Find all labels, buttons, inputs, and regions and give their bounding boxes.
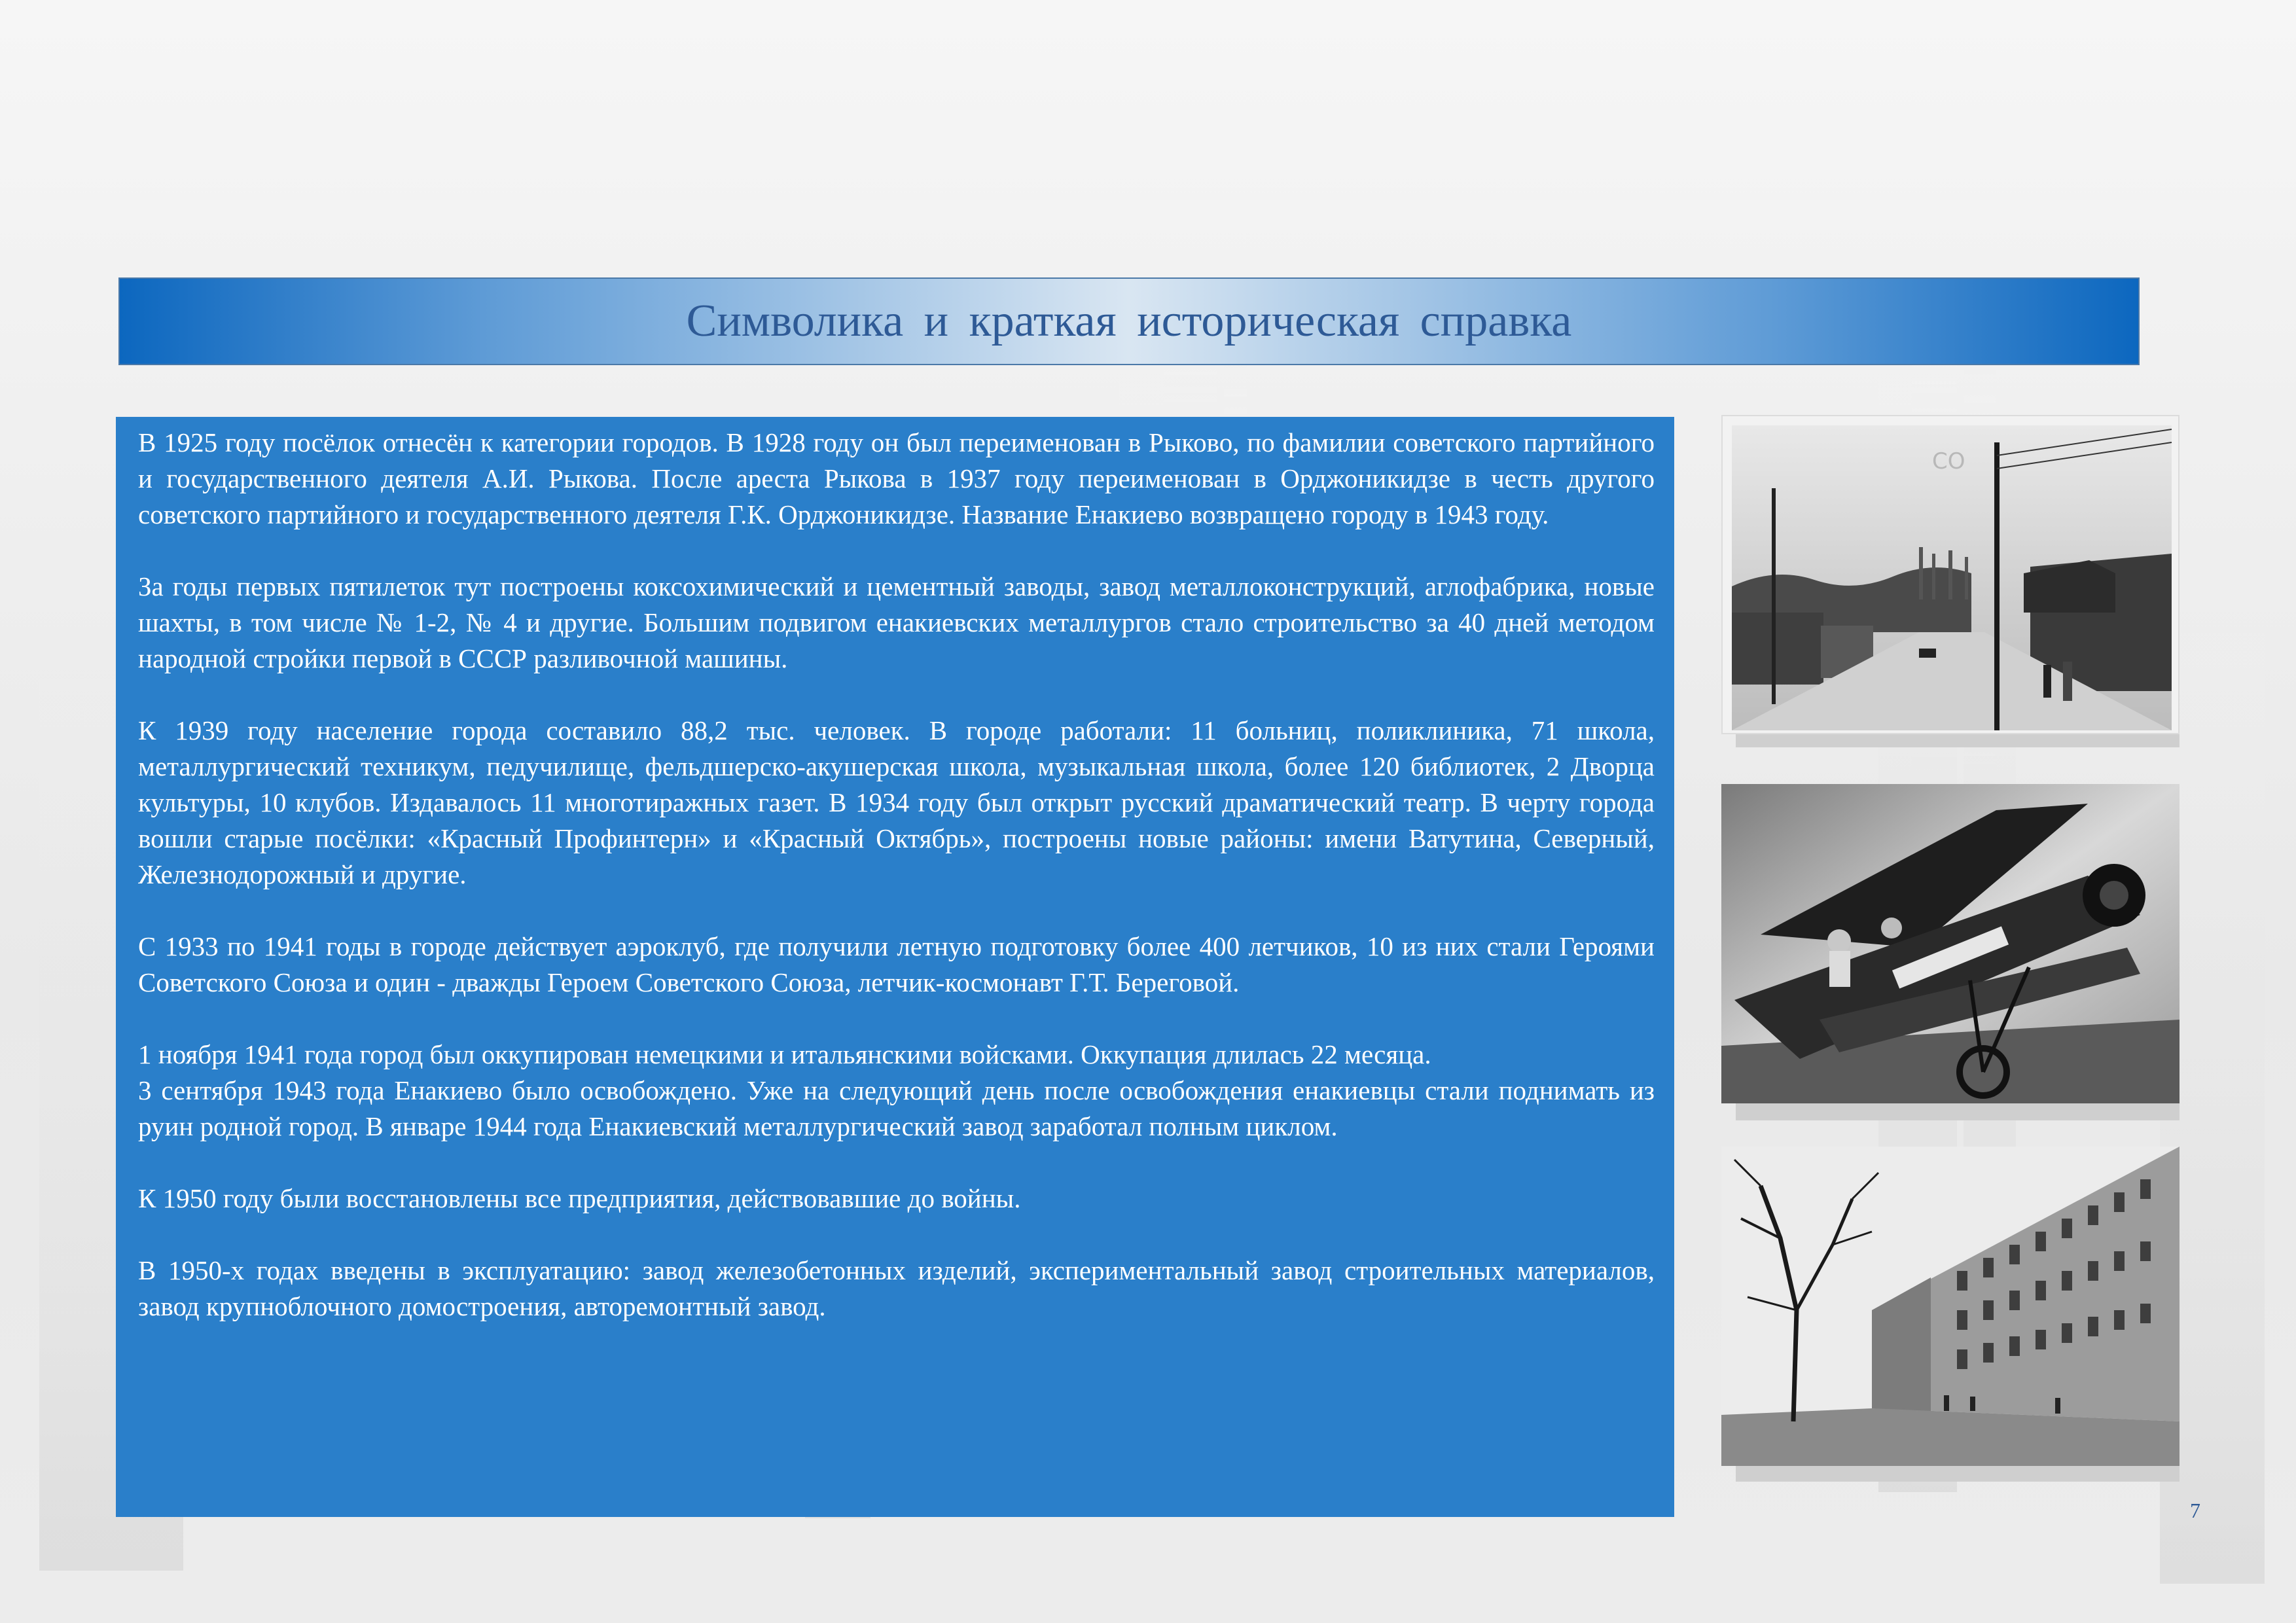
paragraph-3: К 1939 году население города составило 88,2 тыс. человек. В городе работали: 11 больниц, поликлиника, 71 школа, металлургический техникум, педучилище, фельдшерско-акушерская школа, музыкальная школа, более 120 библиотек, 2 Дворца культуры, 10 клубов. Издавалось 11 многотиражных газет. В 1934 году был открыт русский драматический театр. В черту города вошли старые посёлки: «Красный Профинтерн» и «Красный Октябрь», построены новые районы: имени Ватутина, Северный, Железнодорожный и другие.	[138, 715, 1655, 889]
apartment-building-street-photo	[1721, 1147, 2179, 1466]
paragraph-8: В 1950-х годах введены в эксплуатацию: завод железобетонных изделий, экспериментальный завод строительных материалов, завод крупноблочного домостроения, авторемонтный завод.	[138, 1255, 1655, 1321]
biplane-photo	[1721, 784, 2179, 1103]
title-banner	[118, 277, 2140, 365]
paragraph-1: В 1925 году посёлок отнесён к категории городов. В 1928 году он был переименован в Рыково, по фамилии советского партийного и государственного деятеля А.И. Рыкова. После ареста Рыкова в 1937 году переименован в Орджоникидзе в честь другого советского партийного и государственного деятеля Г.К. Орджоникидзе. Название Енакиево возвращено городу в 1943 году.	[138, 427, 1655, 529]
paragraph-2: За годы первых пятилеток тут построены коксохимический и цементный заводы, завод металлоконструкций, аглофабрика, новые шахты, в том числе № 1-2, № 4 и другие. Большим подвигом енакиевских металлургов стало строительство за 40 дней методом народной стройки первой в СССР разливочной машины.	[138, 571, 1655, 673]
street-with-utility-poles-photo	[1721, 415, 2179, 734]
page-title: Символика и краткая историческая справка	[686, 296, 1572, 346]
biplane-photo-frame	[1721, 784, 2179, 1120]
paragraph-5: 1 ноября 1941 года город был оккупирован немецкими и итальянскими войсками. Оккупация длилась 22 месяца.	[138, 1039, 1431, 1069]
paragraph-6: 3 сентября 1943 года Енакиево было освобождено. Уже на следующий день после освобождения енакиевцы стали поднимать из руин родной город. В январе 1944 года Енакиевский металлургический завод заработал полным циклом.	[138, 1075, 1655, 1141]
buildings-photo-frame	[1721, 1147, 2179, 1482]
page-number: 7	[2190, 1499, 2200, 1522]
history-text-panel	[116, 417, 1674, 1517]
paragraph-4: С 1933 по 1941 годы в городе действует аэроклуб, где получили летную подготовку более 400 летчиков, 10 из них стали Героями Советского Союза и один - дважды Героем Советского Союза, летчик-космонавт Г.Т. Береговой.	[138, 931, 1655, 997]
paragraph-7: К 1950 году были восстановлены все предприятия, действовавшие до войны.	[138, 1183, 1021, 1213]
street-photo-frame	[1721, 415, 2179, 755]
svg-text:СО: СО	[1932, 448, 1965, 474]
